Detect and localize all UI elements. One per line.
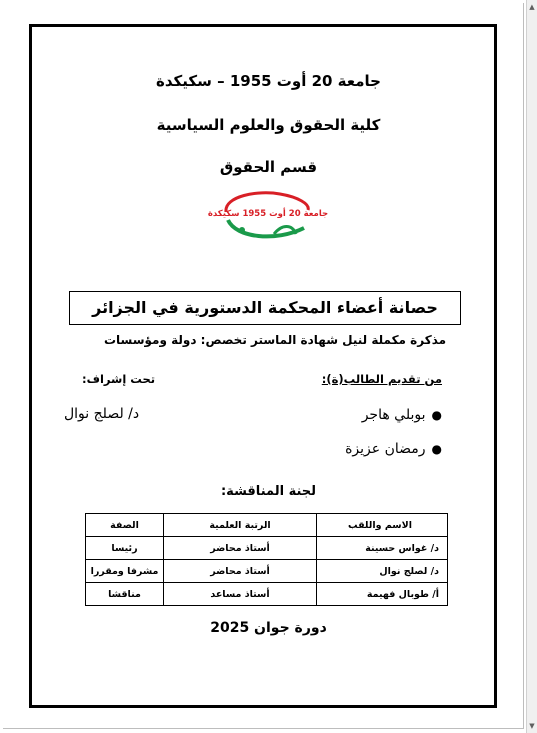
member-rank: أستاذ محاضر [164, 537, 317, 560]
thesis-subtitle: مذكرة مكملة لنيل شهادة الماستر تخصص: دولة ومؤسسات [103, 333, 447, 347]
faculty-name: كلية الحقوق والعلوم السياسية [156, 116, 381, 134]
member-name: د/ غواس حسينة [317, 537, 448, 560]
student-item [345, 441, 442, 457]
scroll-up-icon[interactable]: ▲ [529, 3, 535, 11]
university-name: جامعة 20 أوت 1955 – سكيكدة [156, 72, 381, 90]
university-logo [207, 190, 329, 242]
bullet-icon: ● [431, 442, 442, 456]
header-role: الصفة [86, 514, 164, 537]
student-name: بوبلي هاجر [361, 407, 426, 423]
student-name: رمضان عزيزة [345, 441, 426, 457]
member-role: رئيسا [86, 537, 164, 560]
member-rank: أستاذ محاضر [164, 560, 317, 583]
table-row [86, 583, 448, 606]
table-row [86, 560, 448, 583]
scroll-down-icon[interactable]: ▼ [529, 722, 535, 730]
department-name: قسم الحقوق [219, 158, 318, 176]
member-name: أ/ طوبال فهيمة [317, 583, 448, 606]
member-name: د/ لصلج نوال [317, 560, 448, 583]
svg-text:جامعة 20 أوت 1955 سكيكدة: جامعة 20 أوت 1955 سكيكدة [207, 209, 329, 219]
supervisor-label: تحت إشراف: [82, 372, 156, 386]
committee-heading: لجنة المناقشة: [220, 484, 317, 499]
member-rank: أستاذ مساعد [164, 583, 317, 606]
committee-table [85, 513, 448, 606]
table-row [86, 537, 448, 560]
bullet-icon: ● [431, 408, 442, 422]
member-role: مناقشا [86, 583, 164, 606]
table-header-row [86, 514, 448, 537]
session-label: دورة جوان 2025 [210, 620, 327, 636]
students-label: من تقديم الطالب(ة): [321, 372, 442, 386]
header-rank: الرتبة العلمية [164, 514, 317, 537]
member-role: مشرفا ومقررا [86, 560, 164, 583]
student-item [362, 407, 442, 423]
header-name: الاسم واللقب [317, 514, 448, 537]
supervisor-name: د/ لصلج نوال [64, 406, 140, 422]
thesis-title: حصانة أعضاء المحكمة الدستورية في الجزائر [69, 291, 461, 325]
